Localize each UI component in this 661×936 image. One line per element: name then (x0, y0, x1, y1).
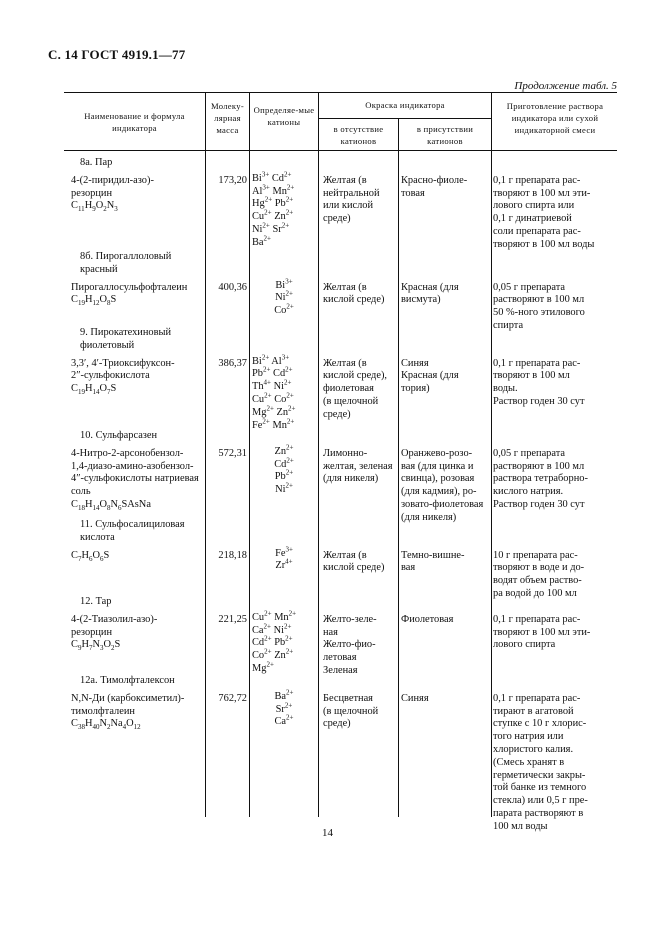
col-header-color-present: в присутствии катионов (416, 124, 474, 146)
determined-cations: $Zn^{2+}$ $Cd^{2+}$ $Pb^{2+}$ $Ni^{2+}$ (274, 443, 294, 496)
indicator-heading: 8б. Пирогаллоловый красный (80, 251, 172, 275)
col-divider-4 (398, 118, 399, 817)
indicator-formula: $C_{19}H_{14}O_7S$ (71, 383, 117, 397)
indicator-heading: 9. Пирокатехиновый фиолетовый (80, 327, 172, 351)
molecular-mass: 572,31 (218, 447, 247, 459)
determined-cations: $Fe^{3+}$ $Zr^{4+}$ (275, 545, 293, 572)
molecular-mass: 762,72 (218, 692, 247, 704)
color-present: Фиолетовая (401, 613, 454, 625)
color-present: Красная (для висмута) (401, 281, 459, 306)
table-top-rule (64, 92, 617, 93)
indicator-name-line: Пирогаллосульфофталеин (71, 281, 188, 293)
indicator-heading: 12. Тар (80, 596, 112, 607)
col-header-mass: Молеку-лярная масса (210, 101, 245, 135)
molecular-mass: 173,20 (218, 174, 247, 186)
col-header-cations: Определяе-мые катионы (253, 105, 315, 127)
indicator-name (71, 614, 205, 640)
color-absent: Лимонно- желтая, зеленая (для никеля) (323, 447, 393, 485)
indicator-name (71, 282, 205, 295)
color-absent: Желто-зеле- ная Желто-фио- летовая Зеленая (323, 613, 377, 676)
col-divider-1 (205, 92, 206, 817)
molecular-mass: 221,25 (218, 613, 247, 625)
color-absent: Желтая (в кислой среде) (323, 549, 385, 574)
color-absent: Бесцветная (в щелочной среде) (323, 692, 379, 730)
determined-cations: $Bi^{3+}$ $Ni^{2+}$ $Co^{2+}$ (274, 277, 294, 317)
indicator-name-line: 4-(2-пиридил-азо)- (71, 174, 154, 186)
preparation-text: 10 г препарата рас- творяют в воде и до- водят объем раство- ра водой до 100 мл (493, 549, 585, 599)
indicator-formula: $C_{18}H_{14}O_8N_6SAsNa$ (71, 499, 151, 513)
col-divider-2 (249, 92, 250, 817)
indicator-name (71, 175, 205, 201)
indicator-name-line: тимолфталеин (71, 705, 135, 717)
determined-cations: $Cu^{2+}$ $Mn^{2+}$ $Ca^{2+}$ $Ni^{2+}$ $Cd^{2+}$ $Pb^{2+}$ $Co^{2+}$ $Zn^{2+}$ $Mg^{2+}$ (252, 609, 297, 674)
indicator-heading: 11. Сульфосалициловая кислота (80, 519, 185, 543)
indicator-name (71, 358, 205, 384)
col-header-prep: Приготовление раствора индикатора или сухой индикаторной смеси (506, 101, 604, 135)
table-header-rule (64, 150, 617, 151)
indicator-name-line: резорцин (71, 626, 113, 638)
indicator-formula: $C_{19}H_{12}O_8S$ (71, 294, 117, 308)
molecular-mass: 400,36 (218, 281, 247, 293)
indicator-heading: 10. Сульфарсазен (80, 430, 158, 441)
color-absent: Желтая (в кислой среде), фиолетовая (в щелочной среде) (323, 357, 387, 420)
indicator-heading: 8а. Пар (80, 157, 113, 168)
determined-cations: $Bi^{2+}$ $Al^{3+}$ $Pb^{2+}$ $Cd^{2+}$ $Th^{4+}$ $Ni^{2+}$ $Cu^{2+}$ $Co^{2+}$ $Mg^{2+}$ $Zn^{2+}$ $Fe^{2+}$ $Mn^{2+}$ (252, 353, 296, 431)
col-header-color-absent: в отсутствие катионов (333, 124, 384, 146)
indicator-name-line: 1,4-диазо-амино-азобензол- (71, 460, 194, 472)
indicator-name-line: 4-(2-Тиазолил-азо)- (71, 613, 158, 625)
preparation-text: 0,1 г препарата рас- творяют в 100 мл эти- лового спирта или 0,1 г динатриевой соли препарата рас- творяют в 100 мл воды (493, 174, 595, 250)
molecular-mass: 218,18 (218, 549, 247, 561)
indicator-formula: $C_9H_7N_3O_2S$ (71, 639, 121, 653)
preparation-text: 0,1 г препарата рас- творяют в 100 мл эти- лового спирта (493, 613, 591, 651)
determined-cations: $Bi^{3+}$ $Cd^{2+}$ $Al^{3+}$ $Mn^{2+}$ $Hg^{2+}$ $Pb^{2+}$ $Cu^{2+}$ $Zn^{2+}$ $Ni^{2+}$ $Sr^{2+}$ $Ba^{2+}$ (252, 170, 295, 248)
table-continuation-label: Продолжение табл. 5 (514, 80, 617, 92)
color-present: Синяя Красная (для тория) (401, 357, 459, 395)
preparation-text: 0,1 г препарата рас- тирают в агатовой ступке с 10 г хлорис- того натрия или хлористого калия. (Смесь хранят в герметически закры- той банке из темного стекла) или 0,5 г пре- парата растворяют в 100 мл воды (493, 692, 588, 832)
indicator-name-line: резорцин (71, 187, 113, 199)
color-present: Красно-фиоле- товая (401, 174, 468, 199)
color-present: Темно-вишне- вая (401, 549, 465, 574)
preparation-text: 0,1 г препарата рас- творяют в 100 мл воды. Раствор годен 30 сут (493, 357, 585, 407)
indicator-name-line: 3,3′, 4′-Триоксифуксон- (71, 357, 175, 369)
indicator-name (71, 693, 205, 719)
indicator-formula: $C_{11}H_9O_2N_3$ (71, 200, 118, 214)
page-number: 14 (322, 827, 333, 839)
color-absent: Желтая (в нейтральной или кислой среде) (323, 174, 380, 225)
color-present: Синяя (401, 692, 429, 704)
col-divider-5 (491, 92, 492, 817)
molecular-mass: 386,37 (218, 357, 247, 369)
preparation-text: 0,05 г препарата растворяют в 100 мл 50 %-ного этилового спирта (493, 281, 585, 331)
col-header-color: Окраска индикатора (365, 100, 445, 110)
color-subheader-rule (318, 118, 491, 119)
indicator-name-line: 4″-сульфокислоты натриевая (71, 473, 199, 485)
determined-cations: $Ba^{2+}$ $Sr^{2+}$ $Ca^{2+}$ (274, 688, 294, 728)
indicator-name-line: N,N-Ди (карбоксиметил)- (71, 692, 185, 704)
preparation-text: 0,05 г препарата растворяют в 100 мл раствора тетраборно- кислого натрия. Раствор годен 30 сут (493, 447, 588, 510)
indicator-name-line: 2″-сульфокислота (71, 370, 150, 382)
indicator-name (71, 448, 205, 499)
page-header: С. 14 ГОСТ 4919.1—77 (48, 47, 186, 62)
col-divider-3 (318, 92, 319, 817)
indicator-name-line: соль (71, 486, 91, 498)
color-present: Оранжево-розо- вая (для цинка и свинца), розовая (для кадмия), ро- зовато-фиолетовая (для никеля) (401, 447, 484, 523)
indicator-formula: $C_{38}H_{40}N_2Na_4O_{12}$ (71, 718, 141, 732)
indicator-name-line: 4-Нитро-2-арсонобензол- (71, 447, 184, 459)
indicator-formula: $C_7H_6O_6S$ (71, 549, 110, 563)
indicator-heading: 12а. Тимолфталексон (80, 675, 175, 686)
color-absent: Желтая (в кислой среде) (323, 281, 385, 306)
col-header-name: Наименование и формула индикатора (84, 111, 185, 133)
